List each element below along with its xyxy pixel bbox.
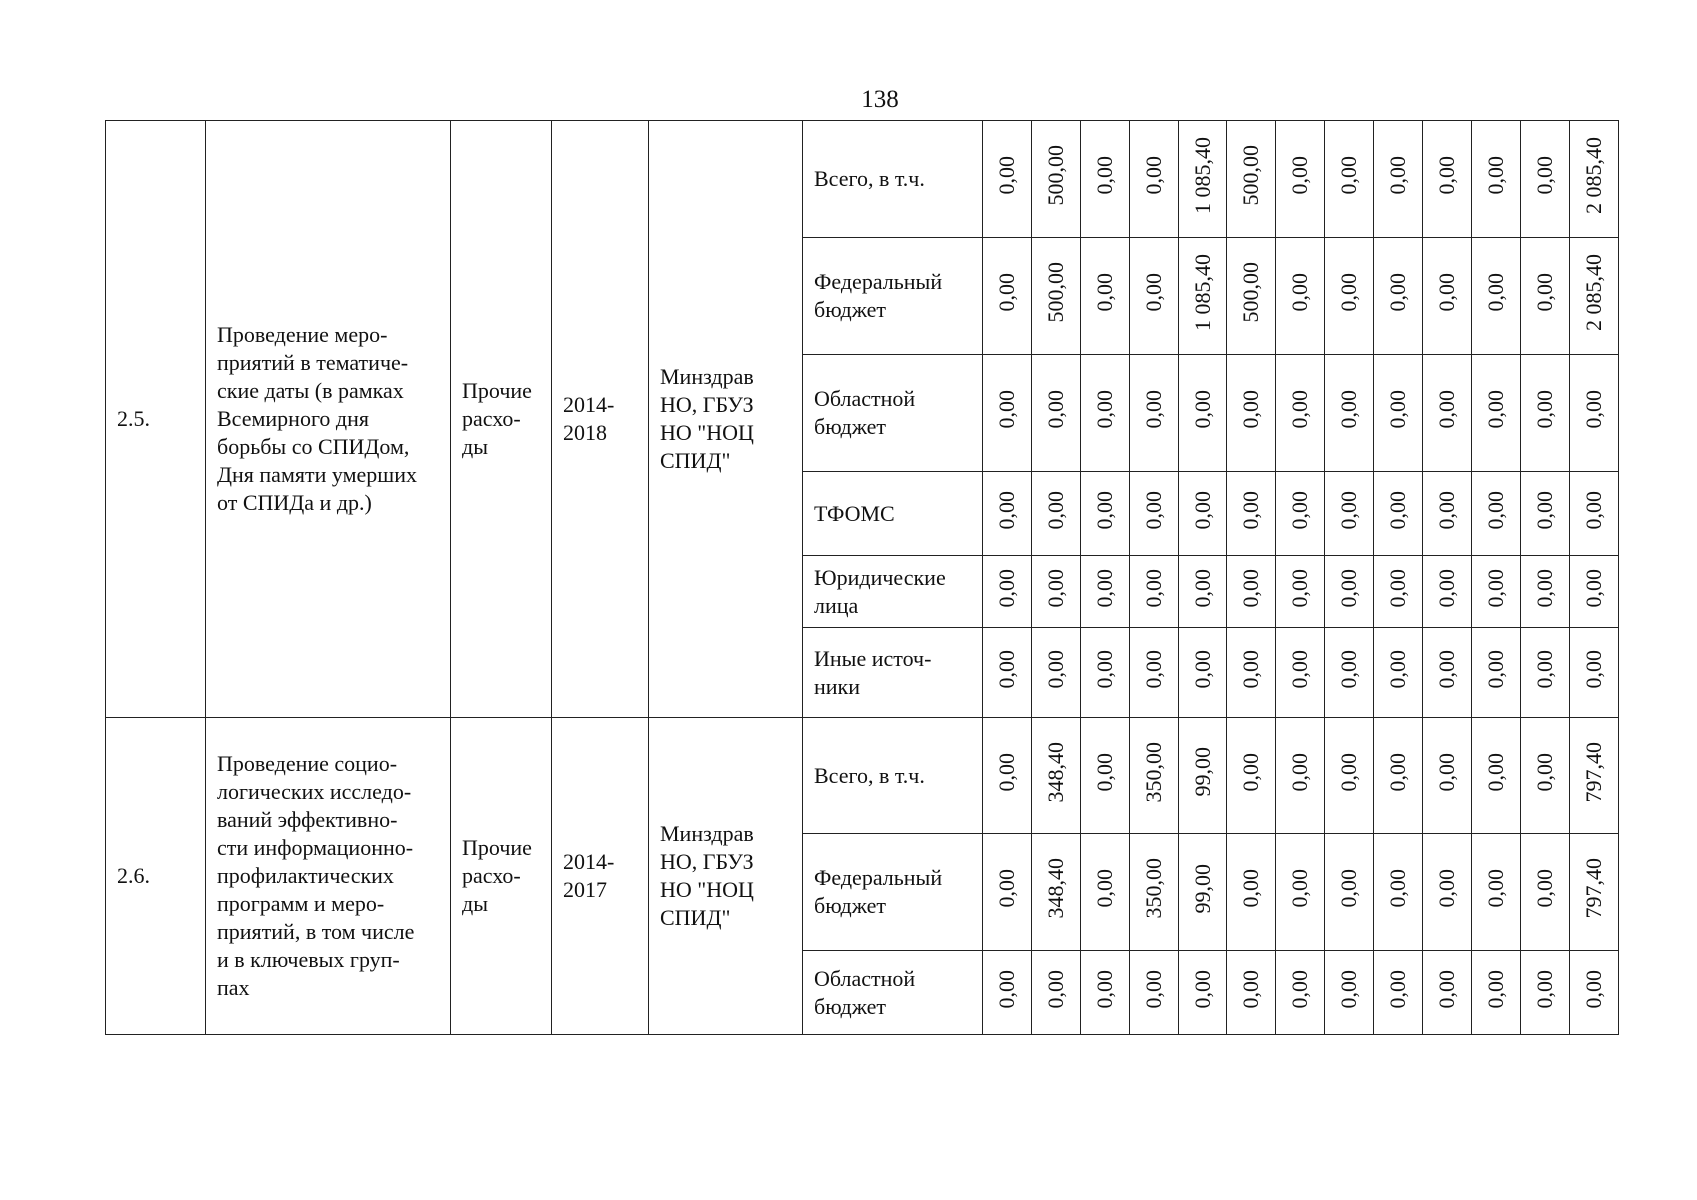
value: 0,00 (1238, 649, 1264, 689)
value-cell (1520, 718, 1569, 834)
value: 0,00 (1531, 390, 1557, 429)
value: 0,00 (1189, 969, 1215, 1009)
value-cell (983, 834, 1032, 951)
period: 2014- 2018 (563, 392, 615, 445)
value: 0,00 (1091, 490, 1117, 530)
value: 0,00 (1336, 869, 1362, 908)
value: 0,00 (1531, 869, 1557, 908)
value-cell (1129, 834, 1178, 951)
value-cell (1325, 718, 1374, 834)
value: 0,00 (1091, 869, 1117, 908)
value: 0,00 (1336, 390, 1362, 429)
item-number-cell (106, 718, 206, 1035)
value: 0,00 (1336, 156, 1362, 195)
source-cell (803, 556, 983, 628)
value: 0,00 (1580, 390, 1606, 429)
value-cell (1080, 718, 1129, 834)
value-cell (1471, 472, 1520, 556)
value-cell (1569, 834, 1618, 951)
value-cell (1569, 121, 1618, 238)
value: 2 085,40 (1580, 254, 1606, 331)
value: 0,00 (1287, 752, 1313, 792)
value: 0,00 (1091, 273, 1117, 312)
value: 0,00 (1287, 490, 1313, 530)
value: 0,00 (993, 490, 1019, 530)
value: 0,00 (993, 649, 1019, 689)
value-cell (1569, 951, 1618, 1035)
value: 0,00 (1189, 649, 1215, 689)
value: 0,00 (1482, 752, 1508, 792)
value: 0,00 (1140, 156, 1166, 195)
value-cell (1178, 238, 1227, 355)
value-cell (1031, 355, 1080, 472)
value: 0,00 (1433, 273, 1459, 312)
value-cell (1178, 556, 1227, 628)
value-cell (1520, 472, 1569, 556)
value-cell (1471, 951, 1520, 1035)
value: 348,40 (1042, 858, 1068, 919)
item-title: Проведение меро- приятий в тематиче- ские даты (в рамках Всемирного дня борьбы со СПИДом, Дня памяти умерших от СПИДа и др.) (217, 322, 417, 515)
value: 0,00 (1385, 649, 1411, 689)
value-cell (1325, 628, 1374, 718)
value: 0,00 (1140, 273, 1166, 312)
value: 348,40 (1042, 741, 1068, 803)
value-cell (1569, 556, 1618, 628)
value-cell (1080, 556, 1129, 628)
value-cell (1520, 834, 1569, 951)
value: 500,00 (1042, 145, 1068, 206)
value-cell (1471, 121, 1520, 238)
value: 0,00 (1580, 568, 1606, 608)
value-cell (1423, 628, 1472, 718)
value: 500,00 (1238, 145, 1264, 206)
table-row (106, 121, 1619, 238)
value: 0,00 (993, 156, 1019, 195)
value-cell (1080, 834, 1129, 951)
value-cell (1520, 355, 1569, 472)
value: 0,00 (1042, 649, 1068, 689)
value: 0,00 (993, 273, 1019, 312)
executor-cell (649, 121, 803, 718)
value: 0,00 (1091, 752, 1117, 792)
value-cell (1031, 834, 1080, 951)
value: 0,00 (1580, 490, 1606, 530)
value-cell (1080, 951, 1129, 1035)
value: 0,00 (1238, 568, 1264, 608)
value-cell (1080, 628, 1129, 718)
value-cell (1080, 238, 1129, 355)
value-cell (1374, 628, 1423, 718)
value-cell (1374, 834, 1423, 951)
value: 0,00 (1531, 969, 1557, 1009)
source-label: Всего, в т.ч. (814, 166, 925, 191)
value-cell (1178, 472, 1227, 556)
value: 0,00 (1336, 752, 1362, 792)
source-label: ТФОМС (814, 500, 895, 526)
value-cell (1471, 718, 1520, 834)
value: 0,00 (1287, 969, 1313, 1009)
source-cell (803, 238, 983, 355)
value-cell (1423, 951, 1472, 1035)
value-cell (1276, 834, 1325, 951)
value-cell (1080, 472, 1129, 556)
value: 0,00 (1433, 649, 1459, 689)
value-cell (1227, 718, 1276, 834)
value-cell (1423, 238, 1472, 355)
value-cell (1031, 951, 1080, 1035)
value: 0,00 (1140, 649, 1166, 689)
expense-type-cell (451, 121, 552, 718)
value-cell (1227, 472, 1276, 556)
value-cell (1276, 238, 1325, 355)
value: 0,00 (1189, 568, 1215, 608)
value: 0,00 (1482, 869, 1508, 908)
value: 0,00 (1287, 273, 1313, 312)
expense-type: Прочие расхо- ды (462, 378, 532, 459)
value-cell (983, 238, 1032, 355)
value: 0,00 (1238, 490, 1264, 530)
value-cell (1325, 951, 1374, 1035)
value: 797,40 (1580, 858, 1606, 919)
value: 0,00 (993, 752, 1019, 792)
value-cell (983, 355, 1032, 472)
source-label: Федеральный бюджет (814, 865, 943, 918)
value-cell (983, 472, 1032, 556)
value-cell (1471, 834, 1520, 951)
budget-table (105, 120, 1619, 1035)
value-cell (983, 951, 1032, 1035)
source-cell (803, 951, 983, 1035)
value: 0,00 (1433, 568, 1459, 608)
value: 0,00 (1042, 969, 1068, 1009)
source-label: Юридические лица (814, 564, 946, 618)
value-cell (1325, 355, 1374, 472)
value-cell (1276, 718, 1325, 834)
source-cell (803, 472, 983, 556)
source-label: Иные источ- ники (814, 645, 932, 699)
value: 0,00 (1385, 273, 1411, 312)
table-row (106, 718, 1619, 834)
value-cell (1129, 951, 1178, 1035)
value-cell (1569, 718, 1618, 834)
value: 0,00 (1238, 390, 1264, 429)
value-cell (1374, 556, 1423, 628)
value-cell (1178, 834, 1227, 951)
item-title: Проведение социо- логических исследо- ваний эффективно- сти информационно- профилактических программ и меро- приятий, в том числе и в ключевых груп- пах (217, 751, 415, 1000)
period: 2014- 2017 (563, 849, 615, 902)
value-cell (1374, 718, 1423, 834)
value: 0,00 (1091, 390, 1117, 429)
value-cell (1227, 834, 1276, 951)
value-cell (1276, 628, 1325, 718)
value: 0,00 (1091, 969, 1117, 1009)
value: 0,00 (1385, 869, 1411, 908)
value: 797,40 (1580, 741, 1606, 803)
value-cell (983, 556, 1032, 628)
value-cell (983, 121, 1032, 238)
value-cell (1520, 628, 1569, 718)
value: 0,00 (1336, 649, 1362, 689)
value: 0,00 (1531, 568, 1557, 608)
value-cell (1227, 355, 1276, 472)
value-cell (1227, 238, 1276, 355)
value-cell (1423, 718, 1472, 834)
value: 500,00 (1042, 262, 1068, 323)
value-cell (1276, 355, 1325, 472)
value-cell (1227, 951, 1276, 1035)
expense-type-cell (451, 718, 552, 1035)
value: 0,00 (1433, 969, 1459, 1009)
item-title-cell (206, 121, 451, 718)
item-number-cell (106, 121, 206, 718)
value: 500,00 (1238, 262, 1264, 323)
source-label: Областной бюджет (814, 965, 916, 1019)
value-cell (1129, 355, 1178, 472)
value-cell (1325, 472, 1374, 556)
value: 0,00 (1336, 490, 1362, 530)
value: 0,00 (1385, 568, 1411, 608)
value: 0,00 (1091, 156, 1117, 195)
value-cell (1520, 121, 1569, 238)
source-label: Всего, в т.ч. (814, 762, 925, 788)
value: 2 085,40 (1580, 137, 1606, 214)
value-cell (1227, 121, 1276, 238)
value-cell (1080, 121, 1129, 238)
value: 0,00 (1042, 490, 1068, 530)
value: 0,00 (1580, 649, 1606, 689)
value-cell (1129, 238, 1178, 355)
source-cell (803, 628, 983, 718)
value: 0,00 (1433, 156, 1459, 195)
value: 0,00 (1433, 752, 1459, 792)
value-cell (1227, 556, 1276, 628)
value: 0,00 (1531, 273, 1557, 312)
value-cell (1569, 472, 1618, 556)
value: 1 085,40 (1189, 137, 1215, 214)
source-cell (803, 121, 983, 238)
value-cell (1569, 628, 1618, 718)
value: 0,00 (1336, 273, 1362, 312)
value-cell (983, 628, 1032, 718)
value: 0,00 (1433, 490, 1459, 530)
value: 0,00 (1189, 390, 1215, 429)
value-cell (1423, 355, 1472, 472)
value-cell (1129, 472, 1178, 556)
value: 0,00 (1580, 969, 1606, 1009)
source-label: Федеральный бюджет (814, 269, 943, 322)
value: 0,00 (1482, 490, 1508, 530)
value-cell (1031, 718, 1080, 834)
value: 0,00 (1482, 390, 1508, 429)
value: 0,00 (1336, 969, 1362, 1009)
value: 0,00 (1140, 969, 1166, 1009)
value: 0,00 (993, 869, 1019, 908)
value-cell (1227, 628, 1276, 718)
value: 0,00 (1385, 390, 1411, 429)
value: 0,00 (1385, 752, 1411, 792)
value-cell (1031, 472, 1080, 556)
value: 0,00 (1385, 969, 1411, 1009)
value: 0,00 (1091, 568, 1117, 608)
value-cell (1178, 355, 1227, 472)
value: 350,00 (1140, 741, 1166, 803)
value-cell (1031, 556, 1080, 628)
value-cell (1471, 628, 1520, 718)
value-cell (983, 718, 1032, 834)
value-cell (1129, 121, 1178, 238)
value-cell (1569, 238, 1618, 355)
value-cell (1520, 951, 1569, 1035)
value-cell (1031, 121, 1080, 238)
value-cell (1325, 556, 1374, 628)
value-cell (1031, 628, 1080, 718)
value: 0,00 (1042, 568, 1068, 608)
value-cell (1423, 121, 1472, 238)
value: 99,00 (1189, 863, 1215, 914)
value: 0,00 (1482, 568, 1508, 608)
value-cell (1325, 834, 1374, 951)
source-label: Областной бюджет (814, 386, 916, 439)
value-cell (1520, 556, 1569, 628)
value: 0,00 (1287, 390, 1313, 429)
value-cell (1031, 238, 1080, 355)
value-cell (1374, 472, 1423, 556)
value-cell (1129, 556, 1178, 628)
value: 0,00 (1482, 969, 1508, 1009)
value: 0,00 (1042, 390, 1068, 429)
value: 0,00 (1385, 490, 1411, 530)
source-cell (803, 718, 983, 834)
value-cell (1423, 472, 1472, 556)
value-cell (1129, 718, 1178, 834)
period-cell (552, 121, 649, 718)
page-number: 138 (861, 86, 899, 113)
value: 0,00 (1238, 969, 1264, 1009)
source-cell (803, 355, 983, 472)
value-cell (1129, 628, 1178, 718)
value-cell (1276, 951, 1325, 1035)
value: 0,00 (1482, 156, 1508, 195)
value-cell (1374, 951, 1423, 1035)
value-cell (1178, 951, 1227, 1035)
value-cell (1423, 556, 1472, 628)
value: 0,00 (1336, 568, 1362, 608)
value: 0,00 (1091, 649, 1117, 689)
expense-type: Прочие расхо- ды (462, 835, 532, 916)
value: 0,00 (1531, 156, 1557, 195)
value-cell (1374, 238, 1423, 355)
value-cell (1178, 628, 1227, 718)
value: 350,00 (1140, 858, 1166, 919)
value-cell (1423, 834, 1472, 951)
item-title-cell (206, 718, 451, 1035)
value-cell (1080, 355, 1129, 472)
value-cell (1276, 472, 1325, 556)
executor: Минздрав НО, ГБУЗ НО "НОЦ СПИД" (660, 364, 754, 473)
value-cell (1325, 238, 1374, 355)
value-cell (1471, 238, 1520, 355)
value-cell (1276, 556, 1325, 628)
value-cell (1471, 355, 1520, 472)
value-cell (1178, 718, 1227, 834)
value: 0,00 (1287, 649, 1313, 689)
value: 0,00 (1531, 649, 1557, 689)
value: 0,00 (1385, 156, 1411, 195)
value: 0,00 (1287, 156, 1313, 195)
value: 99,00 (1189, 747, 1215, 797)
item-number: 2.6. (117, 863, 150, 888)
value: 0,00 (1140, 390, 1166, 429)
value-cell (1520, 238, 1569, 355)
value: 0,00 (1287, 568, 1313, 608)
value: 0,00 (1531, 490, 1557, 530)
executor: Минздрав НО, ГБУЗ НО "НОЦ СПИД" (660, 821, 754, 930)
value-cell (1471, 556, 1520, 628)
period-cell (552, 718, 649, 1035)
value: 0,00 (1482, 649, 1508, 689)
value: 0,00 (993, 969, 1019, 1009)
value: 0,00 (1140, 490, 1166, 530)
value: 0,00 (1238, 869, 1264, 908)
value-cell (1374, 355, 1423, 472)
item-number: 2.5. (117, 406, 150, 431)
value: 0,00 (993, 390, 1019, 429)
executor-cell (649, 718, 803, 1035)
value: 0,00 (1140, 568, 1166, 608)
value-cell (1325, 121, 1374, 238)
value: 0,00 (1482, 273, 1508, 312)
value: 0,00 (1287, 869, 1313, 908)
value: 1 085,40 (1189, 254, 1215, 331)
value: 0,00 (1189, 490, 1215, 530)
source-cell (803, 834, 983, 951)
value: 0,00 (1433, 869, 1459, 908)
value-cell (1276, 121, 1325, 238)
value: 0,00 (993, 568, 1019, 608)
value: 0,00 (1433, 390, 1459, 429)
value: 0,00 (1238, 752, 1264, 792)
value-cell (1374, 121, 1423, 238)
value-cell (1569, 355, 1618, 472)
value-cell (1178, 121, 1227, 238)
value: 0,00 (1531, 752, 1557, 792)
